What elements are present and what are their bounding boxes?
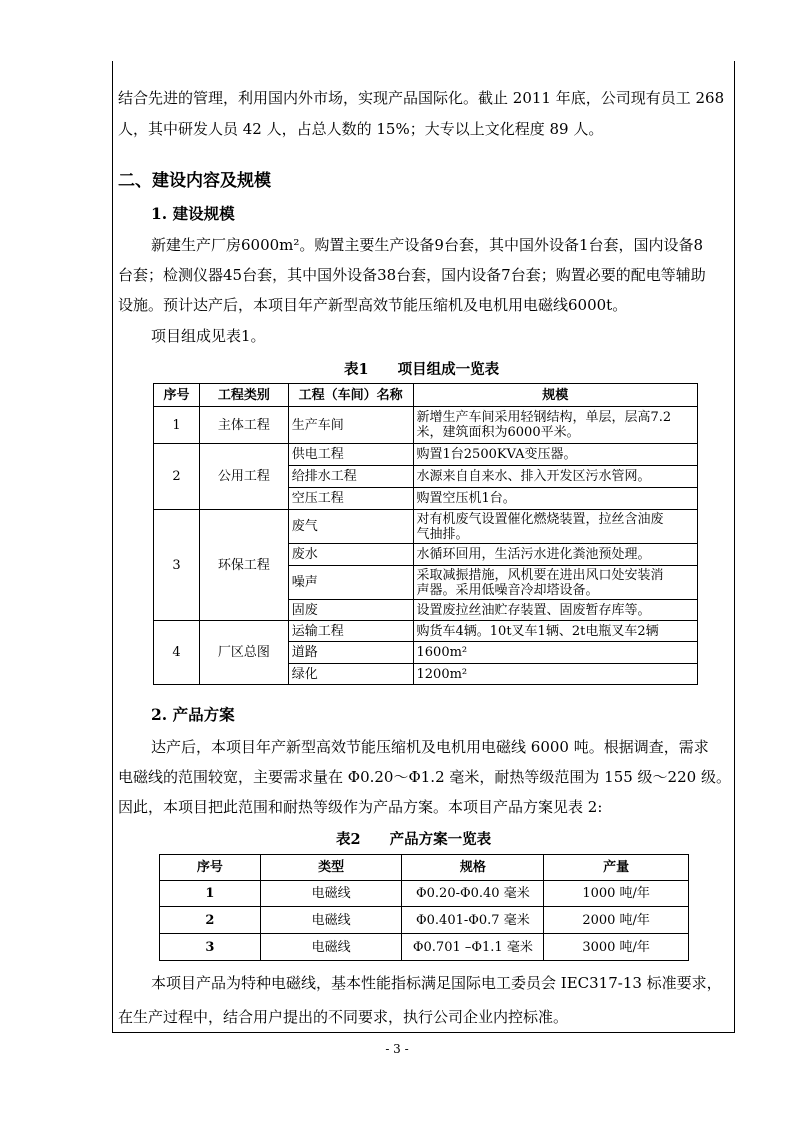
table2-type: 电磁线 xyxy=(260,907,402,934)
table2-header-no: 序号 xyxy=(160,855,261,881)
table2-header-row xyxy=(160,855,689,881)
table1-group-no: 2 xyxy=(154,444,200,510)
table1-item-scale: 水源来自自来水、排入开发区污水管网。 xyxy=(413,466,697,488)
closing-line-1: 本项目产品为特种电磁线，基本性能指标满足国际电工委员会 IEC317-13 标准要求， xyxy=(151,974,722,992)
table1-item-scale: 购货车4辆。10t叉车1辆、2t电瓶叉车2辆 xyxy=(413,621,697,642)
table2-no: 2 xyxy=(160,907,261,934)
table1-item-name: 废水 xyxy=(288,544,413,566)
scale-line-2: 台套；检测仪器45台套，其中国外设备38台套，国内设备7台套；购置必要的配电等辅助 xyxy=(118,266,706,284)
section-title: 二、建设内容及规模 xyxy=(118,171,271,191)
table2-output: 3000 吨/年 xyxy=(544,934,689,961)
product-line-3: 因此，本项目把此范围和耐热等级作为产品方案。本项目产品方案见表 2: xyxy=(118,798,603,816)
scale-line-1: 新建生产厂房6000m²。购置主要生产设备9台套，其中国外设备1台套，国内设备8 xyxy=(151,236,704,254)
table1-item-scale: 水循环回用，生活污水进化粪池预处理。 xyxy=(413,544,697,566)
table1-item-name: 空压工程 xyxy=(288,488,413,510)
table1-header-category: 工程类别 xyxy=(199,384,288,407)
product-line-1: 达产后，本项目年产新型高效节能压缩机及电机用电磁线 6000 吨。根据调查，需求 xyxy=(151,738,709,756)
table1-item-name: 运输工程 xyxy=(288,621,413,642)
table1-header-row xyxy=(154,384,698,407)
table1-item-name: 给排水工程 xyxy=(288,466,413,488)
table1-item-scale: 1200m² xyxy=(413,664,697,685)
table-row xyxy=(154,444,698,466)
table2-output: 2000 吨/年 xyxy=(544,907,689,934)
subsection-title-scale: 1. 建设规模 xyxy=(151,204,235,223)
table1-header-name: 工程（车间）名称 xyxy=(288,384,413,407)
table1-item-name: 固废 xyxy=(288,600,413,621)
project-composition-table xyxy=(153,383,698,685)
table1-group-category: 环保工程 xyxy=(199,510,288,621)
table2-spec: Φ0.20-Φ0.40 毫米 xyxy=(402,881,544,907)
table2-output: 1000 吨/年 xyxy=(544,881,689,907)
table1-item-scale: 购置空压机1台。 xyxy=(413,488,697,510)
table2-type: 电磁线 xyxy=(260,934,402,961)
table1-item-name: 绿化 xyxy=(288,664,413,685)
table1-item-scale: 新增生产车间采用轻钢结构，单层，层高7.2 米，建筑面积为6000平米。 xyxy=(413,407,697,444)
table2-header-output: 产量 xyxy=(544,855,689,881)
page-number: - 3 - xyxy=(385,1042,409,1056)
table1-item-name: 废气 xyxy=(288,510,413,544)
table1-item-name: 供电工程 xyxy=(288,444,413,466)
product-line-2: 电磁线的范围较宽，主要需求量在 Φ0.20～Φ1.2 毫米，耐热等级范围为 155 级～220 级。 xyxy=(118,768,731,786)
table2-spec: Φ0.701 –Φ1.1 毫米 xyxy=(402,934,544,961)
table-row xyxy=(160,934,689,961)
table2-no: 1 xyxy=(160,881,261,907)
table1-item-scale: 设置废拉丝油贮存装置、固废暂存库等。 xyxy=(413,600,697,621)
intro-line-2: 人，其中研发人员 42 人，占总人数的 15%；大专以上文化程度 89 人。 xyxy=(118,120,604,138)
closing-line-2: 在生产过程中，结合用户提出的不同要求，执行公司企业内控标准。 xyxy=(118,1008,569,1026)
table2-type: 电磁线 xyxy=(260,881,402,907)
table1-header-no: 序号 xyxy=(154,384,200,407)
table1-group-no: 4 xyxy=(154,621,200,685)
table-row xyxy=(154,510,698,544)
table1-item-scale: 1600m² xyxy=(413,642,697,664)
table1-item-name: 噪声 xyxy=(288,566,413,600)
table-row xyxy=(160,907,689,934)
intro-line-1: 结合先进的管理，利用国内外市场，实现产品国际化。截止 2011 年底，公司现有员工 268 xyxy=(118,89,725,107)
product-plan-table xyxy=(159,854,689,961)
table1-item-name: 生产车间 xyxy=(288,407,413,444)
scale-line-3: 设施。预计达产后，本项目年产新型高效节能压缩机及电机用电磁线6000t。 xyxy=(118,296,628,314)
table2-header-type: 类型 xyxy=(260,855,402,881)
table2-header-spec: 规格 xyxy=(402,855,544,881)
table1-group-category: 公用工程 xyxy=(199,444,288,510)
table1-item-scale: 购置1台2500KVA变压器。 xyxy=(413,444,697,466)
table1-item-name: 道路 xyxy=(288,642,413,664)
table2-no: 3 xyxy=(160,934,261,961)
subsection-title-product: 2. 产品方案 xyxy=(151,705,235,724)
table1-group-no: 3 xyxy=(154,510,200,621)
table1-item-scale: 采取减振措施，风机要在进出风口处安装消 声器。采用低噪音冷却塔设备。 xyxy=(413,566,697,600)
table1-caption: 表1 项目组成一览表 xyxy=(344,361,500,378)
table1-group-no: 1 xyxy=(154,407,200,444)
table1-item-scale: 对有机废气设置催化燃烧装置，拉丝含油废 气抽排。 xyxy=(413,510,697,544)
table1-group-category: 主体工程 xyxy=(199,407,288,444)
table1-group-category: 厂区总图 xyxy=(199,621,288,685)
table-row xyxy=(154,621,698,642)
table1-header-scale: 规模 xyxy=(413,384,697,407)
table-row xyxy=(160,881,689,907)
table2-spec: Φ0.401-Φ0.7 毫米 xyxy=(402,907,544,934)
table2-caption: 表2 产品方案一览表 xyxy=(336,831,492,848)
table-row xyxy=(154,407,698,444)
scale-line-4: 项目组成见表1。 xyxy=(151,327,266,345)
